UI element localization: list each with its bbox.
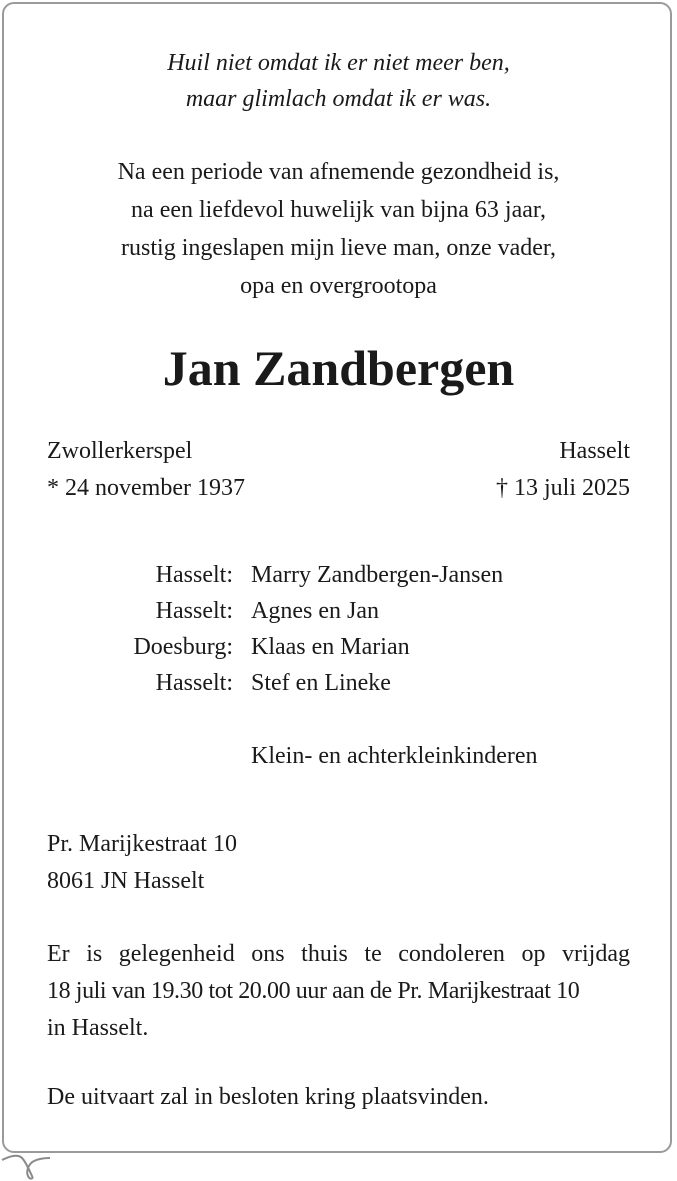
relative-location: Doesburg: (133, 634, 233, 660)
intro-line: opa en overgrootopa (240, 273, 437, 299)
condolence-line: in Hasselt. (47, 1015, 149, 1041)
birth-place: Zwollerkerspel (47, 438, 193, 464)
condolence-line: Er is gelegenheid ons thuis te condoleren op vrijdag (47, 941, 630, 967)
address (47, 826, 237, 900)
intro-line: na een liefdevol huwelijk van bijna 63 jaar, (131, 197, 546, 223)
intro-text (0, 153, 677, 305)
corner-curl-icon (0, 1146, 50, 1181)
relative-names: Stef en Lineke (251, 670, 391, 696)
relative-location: Hasselt: (155, 562, 233, 588)
relative-names: Marry Zandbergen-Jansen (251, 562, 504, 588)
deceased-name: Jan Zandbergen (162, 340, 515, 396)
address-city: 8061 JN Hasselt (47, 868, 205, 894)
relative-row (0, 593, 677, 629)
grandchildren: Klein- en achterkleinkinderen (251, 743, 538, 769)
relative-names: Agnes en Jan (251, 598, 379, 624)
relative-location: Hasselt: (155, 670, 233, 696)
relative-row (0, 665, 677, 701)
motto-line: Huil niet omdat ik er niet meer ben, (167, 50, 510, 76)
address-street: Pr. Marijkestraat 10 (47, 831, 237, 857)
motto-line: maar glimlach omdat ik er was. (185, 86, 492, 112)
relative-row (0, 629, 677, 665)
intro-line: Na een periode van afnemende gezondheid is, (117, 159, 560, 185)
condolence-line: 18 juli van 19.30 tot 20.00 uur aan de Pr. Marijkestraat 10 (47, 978, 580, 1004)
death-place: Hasselt (559, 438, 630, 464)
relative-names: Klaas en Marian (251, 634, 410, 660)
death-date: † 13 juli 2025 (495, 475, 630, 501)
intro-line: rustig ingeslapen mijn lieve man, onze vader, (121, 235, 556, 261)
birth-date: * 24 november 1937 (47, 475, 245, 501)
motto (0, 45, 677, 117)
relative-row (0, 557, 677, 593)
condolence-info (47, 936, 630, 1047)
relative-location: Hasselt: (155, 598, 233, 624)
funeral-info: De uitvaart zal in besloten kring plaatsvinden. (47, 1084, 489, 1110)
